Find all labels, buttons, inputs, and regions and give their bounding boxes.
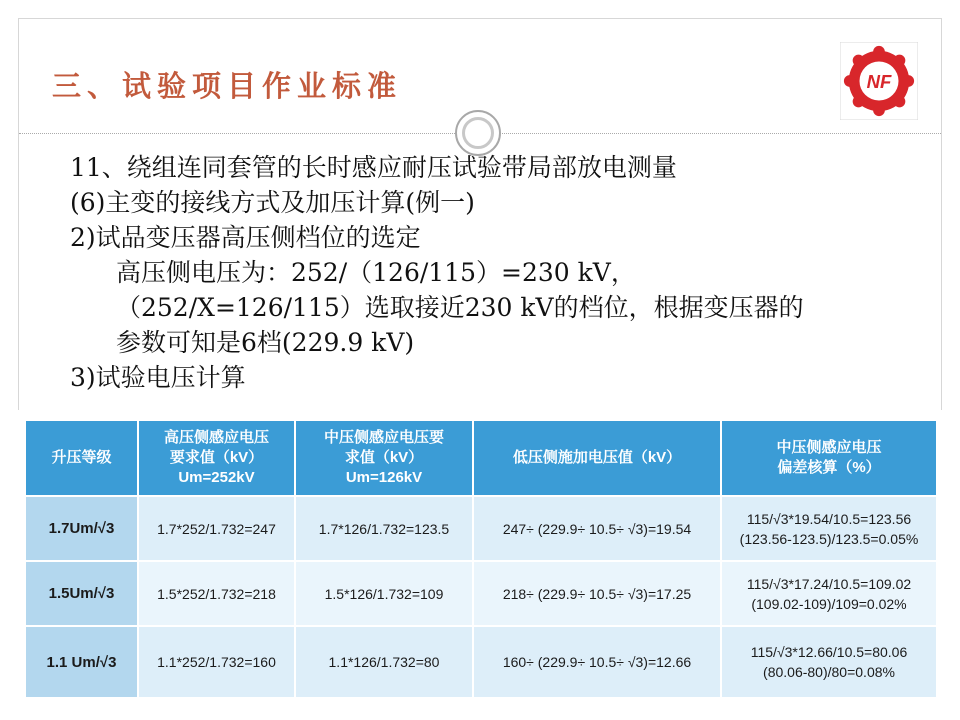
body-line: 高压侧电压为：252/（126/115）=230 kV， [116, 258, 636, 287]
body-line: (6)主变的接线方式及加压计算(例一) [70, 188, 475, 217]
table-row [25, 561, 937, 626]
body-line: 3)试验电压计算 [70, 363, 246, 392]
lv-cell: 218÷ (229.9÷ 10.5÷ √3)=17.25 [473, 561, 721, 626]
table-row [25, 626, 937, 698]
hv-cell: 1.1*252/1.732=160 [138, 626, 295, 698]
header-cell: 高压侧感应电压 要求值（kV） Um=252kV [138, 420, 295, 496]
row-level: 1.7Um/√3 [25, 496, 138, 561]
lv-cell: 247÷ (229.9÷ 10.5÷ √3)=19.54 [473, 496, 721, 561]
logo-text: NF [866, 70, 892, 92]
deviation-cell: 115/√3*17.24/10.5=109.02 (109.02-109)/109=0.02% [721, 561, 937, 626]
hv-cell: 1.5*252/1.732=218 [138, 561, 295, 626]
mv-cell: 1.7*126/1.732=123.5 [295, 496, 473, 561]
slide-title: 三、试验项目作业标准 [52, 69, 403, 103]
mv-cell: 1.1*126/1.732=80 [295, 626, 473, 698]
body-text [70, 150, 940, 395]
header-cell: 低压侧施加电压值（kV） [473, 420, 721, 496]
deviation-cell: 115/√3*12.66/10.5=80.06 (80.06-80)/80=0.08% [721, 626, 937, 698]
deviation-cell: 115/√3*19.54/10.5=123.56 (123.56-123.5)/123.5=0.05% [721, 496, 937, 561]
table-row [25, 496, 937, 561]
body-line: 2)试品变压器高压侧档位的选定 [70, 223, 421, 252]
header-cell: 中压侧感应电压 偏差核算（%） [721, 420, 937, 496]
header-cell: 中压侧感应电压要 求值（kV） Um=126kV [295, 420, 473, 496]
table-header-row [25, 420, 937, 496]
body-line: 参数可知是6档(229.9 kV) [116, 328, 415, 357]
company-logo [840, 42, 918, 120]
row-level: 1.5Um/√3 [25, 561, 138, 626]
body-line: 11、绕组连同套管的长时感应耐压试验带局部放电测量 [70, 153, 677, 182]
lv-cell: 160÷ (229.9÷ 10.5÷ √3)=12.66 [473, 626, 721, 698]
hv-cell: 1.7*252/1.732=247 [138, 496, 295, 561]
header-cell: 升压等级 [25, 420, 138, 496]
row-level: 1.1 Um/√3 [25, 626, 138, 698]
voltage-table [24, 419, 938, 699]
mv-cell: 1.5*126/1.732=109 [295, 561, 473, 626]
body-line: （252/X=126/115）选取接近230 kV的档位，根据变压器的 [116, 293, 804, 322]
